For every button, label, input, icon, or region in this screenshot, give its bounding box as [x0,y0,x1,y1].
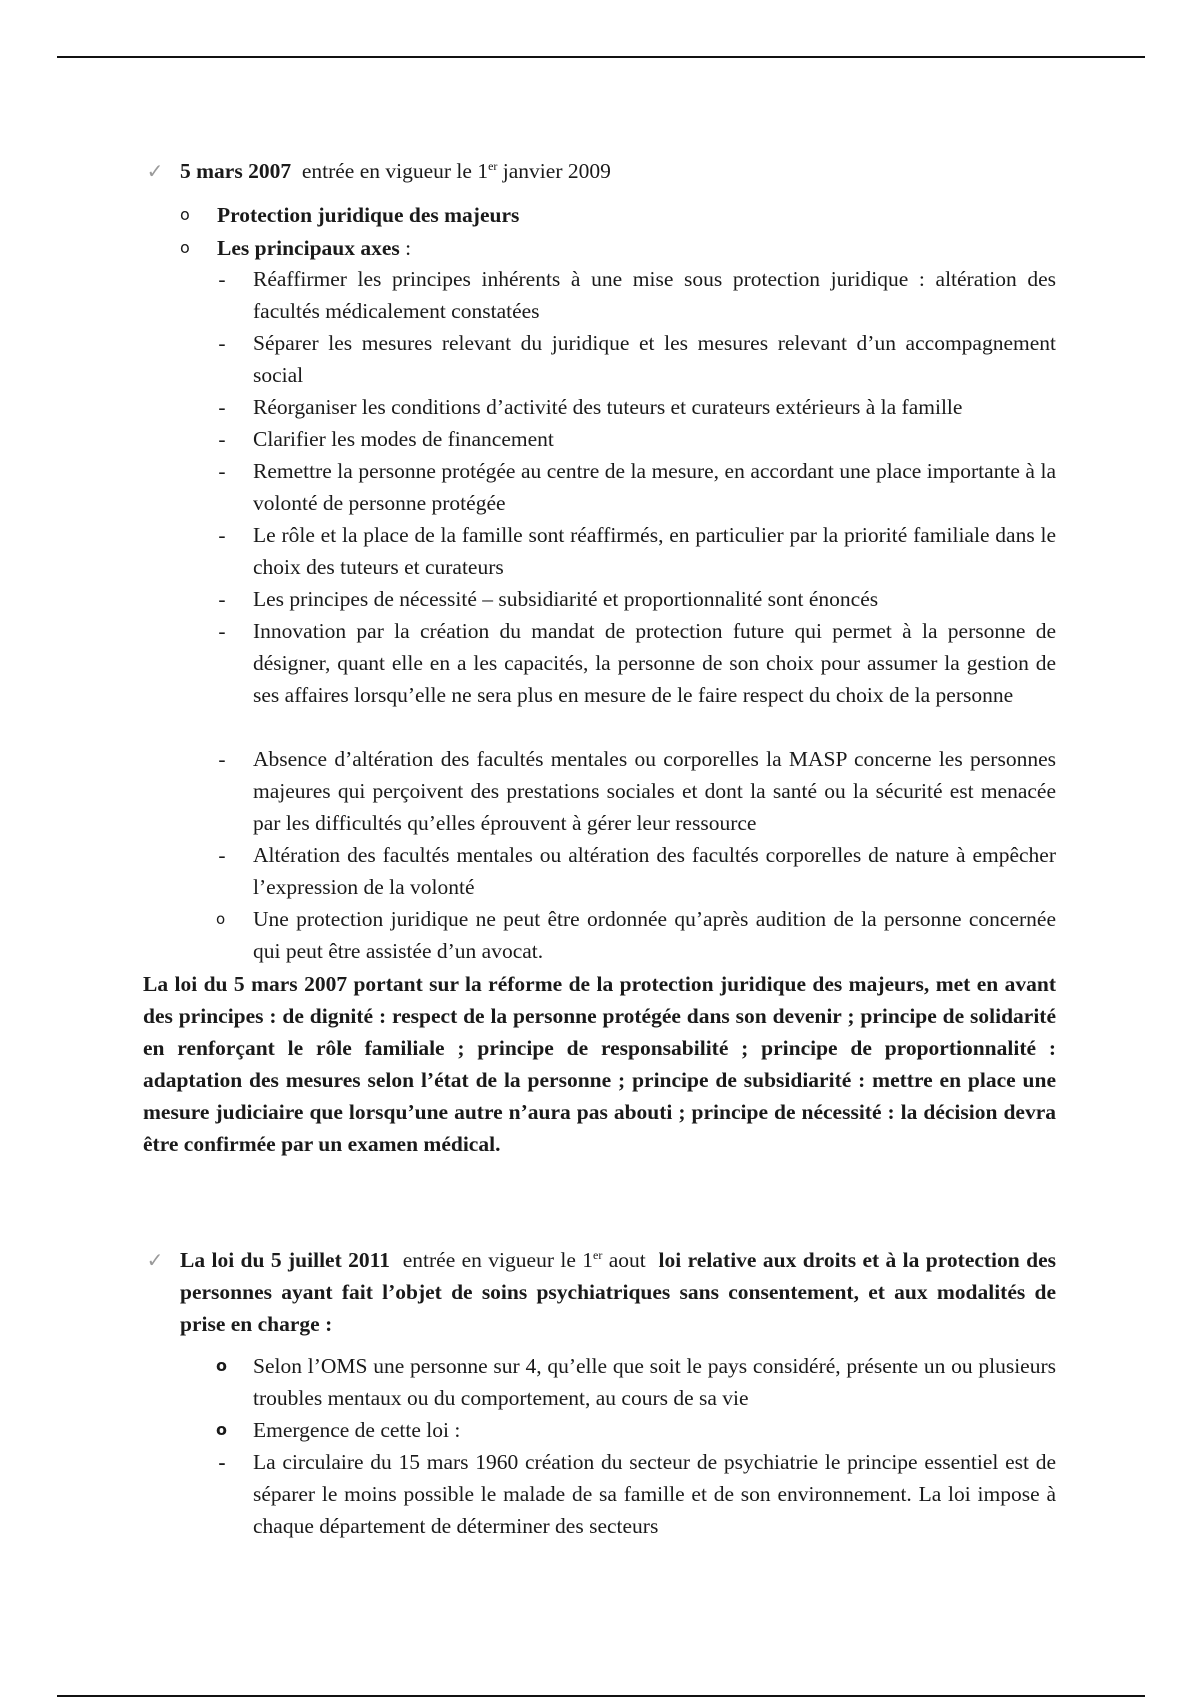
checkmark-icon: ✓ [146,1248,164,1272]
section-date: 5 mars 2007 [180,159,292,183]
list-item-text: Séparer les mesures relevant du juridique et les mesures relevant d’un accompagnement social [253,331,1056,387]
list-item-text: Innovation par la création du mandat de protection future qui permet à la personne de désigner, quant elle en a les capacités, la personne de son choix pour assumer la gestion de ses affaires lorsqu’elle ne sera plus en mesure de le faire respect du choix de la personne [253,619,1056,707]
section-entry: entrée en vigueur le 1 [301,159,489,183]
bullet-o-icon: o [180,238,190,257]
header-rule [57,56,1145,58]
list-item-text: Altération des facultés mentales ou altération des facultés corporelles de nature à empêcher l’expression de la volonté [253,843,1056,899]
section-entry-rest: janvier 2009 [497,159,611,183]
list-item-text: Emergence de cette loi : [253,1418,461,1442]
list-item-text: Une protection juridique ne peut être ordonnée qu’après audition de la personne concernée qui peut être assistée d’un avocat. [253,907,1056,963]
list-item-text: Selon l’OMS une personne sur 4, qu’elle que soit le pays considéré, présente un ou plusieurs troubles mentaux ou du comportement, au cours de sa vie [253,1354,1056,1410]
section2-subject: loi relative aux droits et à la protection des personnes ayant fait l’objet de soins psychiatriques sans consentement, et aux modalités de prise en charge : [180,1248,1056,1336]
circle-bullet-icon: o [216,910,226,928]
subpoint-label: Protection juridique des majeurs [217,203,520,227]
subpoint-axes-label: Les principaux axes [217,236,400,260]
list-item-text: Réaffirmer les principes inhérents à une mise sous protection juridique : altération des facultés médicalement constatées [253,267,1056,323]
list-item-text: Les principes de nécessité – subsidiarité et proportionnalité sont énoncés [253,587,879,611]
dash-icon: - [218,267,226,291]
dash-icon: - [218,1450,226,1474]
checkmark-icon: ✓ [146,159,164,183]
subpoint-axes-colon: : [399,236,412,260]
section2-entry-rest: aout [602,1248,646,1272]
list-item-text: Remettre la personne protégée au centre de la mesure, en accordant une place importante à la volonté de personne protégée [253,459,1056,515]
bullet-o-icon: o [216,1420,227,1439]
section2-entry-sup: er [593,1247,603,1262]
dash-icon: - [218,843,226,867]
summary-paragraph: La loi du 5 mars 2007 portant sur la réforme de la protection juridique des majeurs, met en avant des principes : de dignité : respect de la personne protégée dans son devenir ; principe de solidarité en renforçant le rôle familiale ; principe de responsabilité ; principe de proportionnalité : adaptation des mesures selon l’état de la personne ; principe de subsidiarité : mettre en place une mesure judiciaire que lorsqu’une autre n’aura pas abouti ; principe de nécessité : la décision devra être confirmée par un examen médical. [143,972,1056,1156]
dash-icon: - [218,331,226,355]
footer-rule [57,1695,1145,1697]
section2-title: La loi du 5 juillet 2011 [180,1248,390,1272]
list-item-text: La circulaire du 15 mars 1960 création du secteur de psychiatrie le principe essentiel est de séparer le moins possible le malade de sa famille et de son environnement. La loi impose à chaque département de déterminer des secteurs [253,1450,1056,1538]
dash-icon: - [218,459,226,483]
list-item-text: Absence d’altération des facultés mentales ou corporelles la MASP concerne les personnes majeures qui perçoivent des prestations sociales et dont la santé ou la sécurité est menacée par les difficultés qu’elles éprouvent à gérer leur ressource [253,747,1056,835]
section2-entry: entrée en vigueur le 1 [402,1248,594,1272]
list-item-text: Le rôle et la place de la famille sont réaffirmés, en particulier par la priorité familiale dans le choix des tuteurs et curateurs [253,523,1056,579]
list-item-text: Clarifier les modes de financement [253,427,554,451]
list-item-text: Réorganiser les conditions d’activité des tuteurs et curateurs extérieurs à la famille [253,395,963,419]
bullet-o-icon: o [216,1356,227,1375]
section-entry-sup: er [488,158,498,173]
dash-icon: - [218,523,226,547]
dash-icon: - [218,747,226,771]
dash-icon: - [218,427,226,451]
dash-icon: - [218,395,226,419]
dash-icon: - [218,619,226,643]
bullet-o-icon: o [180,205,190,224]
dash-icon: - [218,587,226,611]
